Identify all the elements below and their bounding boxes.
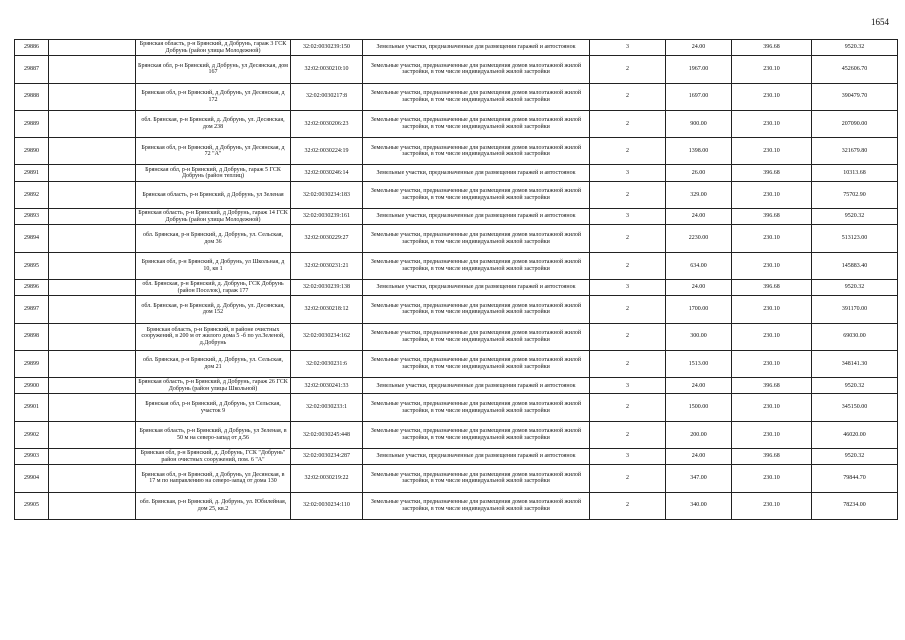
empty-cell (49, 296, 136, 323)
address-cell: Брянская обл, р-н Брянский, д Добрунь, гараж 5 ГСК Добрунь (район теплиц) (136, 165, 291, 181)
empty-cell (49, 165, 136, 181)
cadastral-number-cell: 32:02:0030218:12 (291, 296, 363, 323)
land-use-cell: Земельные участки, предназначенные для размещения гаражей и автостоянок (363, 40, 590, 56)
unit-price-cell: 396.68 (732, 40, 812, 56)
row-number-cell: 29891 (15, 165, 49, 181)
row-number-cell: 29894 (15, 225, 49, 252)
unit-price-cell: 230.10 (732, 323, 812, 350)
unit-price-cell: 230.10 (732, 350, 812, 377)
address-cell: Брянская область, р-н Брянский, д Добрунь, ул Зеленая (136, 181, 291, 208)
unit-price-cell: 230.10 (732, 110, 812, 137)
cadastral-number-cell: 32:02:0030239:161 (291, 209, 363, 225)
unit-price-cell: 230.10 (732, 252, 812, 279)
land-use-cell: Земельные участки, предназначенные для размещения домов малоэтажной жилой застройки, в том числе индивидуальной жилой застройки (363, 110, 590, 137)
cadastral-value-cell: 46020.00 (812, 421, 898, 448)
table-row (15, 40, 898, 56)
land-use-cell: Земельные участки, предназначенные для размещения гаражей и автостоянок (363, 165, 590, 181)
area-cell: 24.00 (666, 40, 732, 56)
row-number-cell: 29897 (15, 296, 49, 323)
empty-cell (49, 378, 136, 394)
unit-price-cell: 396.68 (732, 165, 812, 181)
cadastral-number-cell: 32:02:0030229:27 (291, 225, 363, 252)
empty-cell (49, 394, 136, 421)
cadastral-number-cell: 32:02:0030245:448 (291, 421, 363, 448)
address-cell: Брянская обл, р-н Брянский, д. Добрунь, ГСК "Добрунь" район очистных сооружений, пом. 6 "А" (136, 449, 291, 465)
cadastral-value-cell: 9520.32 (812, 279, 898, 295)
category-cell: 2 (590, 323, 666, 350)
unit-price-cell: 396.68 (732, 378, 812, 394)
empty-cell (49, 209, 136, 225)
cadastral-number-cell: 32:02:0030224:19 (291, 138, 363, 165)
cadastral-value-cell: 9520.32 (812, 209, 898, 225)
land-use-cell: Земельные участки, предназначенные для размещения домов малоэтажной жилой застройки, в том числе индивидуальной жилой застройки (363, 350, 590, 377)
table-row (15, 492, 898, 519)
area-cell: 1398.00 (666, 138, 732, 165)
cadastral-value-cell: 345150.00 (812, 394, 898, 421)
area-cell: 24.00 (666, 449, 732, 465)
table-row (15, 350, 898, 377)
cadastral-value-cell: 390479.70 (812, 83, 898, 110)
unit-price-cell: 396.68 (732, 449, 812, 465)
cadastral-value-cell: 452606.70 (812, 56, 898, 83)
land-use-cell: Земельные участки, предназначенные для размещения гаражей и автостоянок (363, 279, 590, 295)
category-cell: 3 (590, 378, 666, 394)
area-cell: 24.00 (666, 209, 732, 225)
area-cell: 900.00 (666, 110, 732, 137)
unit-price-cell: 230.10 (732, 83, 812, 110)
cadastral-value-cell: 9520.32 (812, 449, 898, 465)
cadastral-number-cell: 32:02:0030234:287 (291, 449, 363, 465)
category-cell: 3 (590, 449, 666, 465)
table-row (15, 279, 898, 295)
address-cell: Брянская область, р-н Брянский, д Добрунь, гараж 3 ГСК Добрунь (район улицы Молодежной) (136, 40, 291, 56)
area-cell: 300.00 (666, 323, 732, 350)
category-cell: 2 (590, 350, 666, 377)
unit-price-cell: 230.10 (732, 225, 812, 252)
cadastral-number-cell: 32:02:0030234:110 (291, 492, 363, 519)
category-cell: 3 (590, 165, 666, 181)
category-cell: 2 (590, 225, 666, 252)
empty-cell (49, 181, 136, 208)
area-cell: 329.00 (666, 181, 732, 208)
unit-price-cell: 230.10 (732, 56, 812, 83)
land-use-cell: Земельные участки, предназначенные для размещения домов малоэтажной жилой застройки, в том числе индивидуальной жилой застройки (363, 225, 590, 252)
address-cell: обл. Брянская, р-н Брянский, д. Добрунь, ГСК Добрунь (район Поселок), гараж 177 (136, 279, 291, 295)
empty-cell (49, 492, 136, 519)
unit-price-cell: 230.10 (732, 465, 812, 492)
table-row (15, 252, 898, 279)
land-use-cell: Земельные участки, предназначенные для размещения домов малоэтажной жилой застройки, в том числе индивидуальной жилой застройки (363, 138, 590, 165)
address-cell: обл. Брянская, р-н Брянский, д. Добрунь, ул. Сельская, дом 21 (136, 350, 291, 377)
category-cell: 2 (590, 296, 666, 323)
row-number-cell: 29886 (15, 40, 49, 56)
cadastral-number-cell: 32:02:0030219:22 (291, 465, 363, 492)
empty-cell (49, 323, 136, 350)
row-number-cell: 29887 (15, 56, 49, 83)
address-cell: обл. Брянская, р-н Брянский, д. Добрунь, ул. Сельская, дом 36 (136, 225, 291, 252)
page-number: 1654 (871, 17, 889, 27)
empty-cell (49, 83, 136, 110)
row-number-cell: 29896 (15, 279, 49, 295)
cadastral-number-cell: 32:02:0030234:162 (291, 323, 363, 350)
row-number-cell: 29902 (15, 421, 49, 448)
table-row (15, 378, 898, 394)
cadastral-value-cell: 513123.00 (812, 225, 898, 252)
table-row (15, 110, 898, 137)
cadastral-number-cell: 32:02:0030239:150 (291, 40, 363, 56)
category-cell: 2 (590, 138, 666, 165)
address-cell: Брянская область, р-н Брянский, в районе очистных сооружений, в 200 м от жилого дома 5 -б по ул.Зеленой, д.Добрунь (136, 323, 291, 350)
row-number-cell: 29895 (15, 252, 49, 279)
land-use-cell: Земельные участки, предназначенные для размещения домов малоэтажной жилой застройки, в том числе индивидуальной жилой застройки (363, 181, 590, 208)
category-cell: 2 (590, 110, 666, 137)
address-cell: обл. Брянская, р-н Брянский, д. Добрунь, ул. Десянская, дом 152 (136, 296, 291, 323)
empty-cell (49, 465, 136, 492)
land-use-cell: Земельные участки, предназначенные для размещения домов малоэтажной жилой застройки, в том числе индивидуальной жилой застройки (363, 56, 590, 83)
unit-price-cell: 230.10 (732, 181, 812, 208)
address-cell: обл. Брянская, р-н Брянский, д. Добрунь, ул. Юбилейная, дом 25, кв.2 (136, 492, 291, 519)
table-row (15, 138, 898, 165)
unit-price-cell: 396.68 (732, 209, 812, 225)
empty-cell (49, 252, 136, 279)
empty-cell (49, 56, 136, 83)
category-cell: 3 (590, 279, 666, 295)
row-number-cell: 29888 (15, 83, 49, 110)
area-cell: 347.00 (666, 465, 732, 492)
unit-price-cell: 230.10 (732, 492, 812, 519)
address-cell: Брянская область, р-н Брянский, д Добрунь, гараж 26 ГСК Добрунь (район улицы Школьной) (136, 378, 291, 394)
row-number-cell: 29892 (15, 181, 49, 208)
row-number-cell: 29903 (15, 449, 49, 465)
table-row (15, 421, 898, 448)
table-row (15, 83, 898, 110)
table-body (15, 40, 898, 520)
cadastral-value-cell: 145883.40 (812, 252, 898, 279)
cadastral-number-cell: 32:02:0030246:14 (291, 165, 363, 181)
category-cell: 2 (590, 252, 666, 279)
cadastral-number-cell: 32:02:0030239:138 (291, 279, 363, 295)
area-cell: 340.00 (666, 492, 732, 519)
land-use-cell: Земельные участки, предназначенные для размещения домов малоэтажной жилой застройки, в том числе индивидуальной жилой застройки (363, 296, 590, 323)
address-cell: Брянская обл, р-н Брянский, д Добрунь, ул Десянская, д 72 "А" (136, 138, 291, 165)
table-row (15, 56, 898, 83)
row-number-cell: 29901 (15, 394, 49, 421)
category-cell: 3 (590, 40, 666, 56)
land-use-cell: Земельные участки, предназначенные для размещения гаражей и автостоянок (363, 378, 590, 394)
row-number-cell: 29905 (15, 492, 49, 519)
land-use-cell: Земельные участки, предназначенные для размещения домов малоэтажной жилой застройки, в том числе индивидуальной жилой застройки (363, 465, 590, 492)
area-cell: 26.00 (666, 165, 732, 181)
area-cell: 24.00 (666, 279, 732, 295)
area-cell: 1500.00 (666, 394, 732, 421)
table-row (15, 394, 898, 421)
area-cell: 634.00 (666, 252, 732, 279)
land-registry-table (14, 39, 898, 520)
area-cell: 1513.00 (666, 350, 732, 377)
empty-cell (49, 225, 136, 252)
row-number-cell: 29889 (15, 110, 49, 137)
empty-cell (49, 138, 136, 165)
address-cell: Брянская область, р-н Брянский, д Добрунь, ул Зеленая, в 50 м на северо-запад от д.56 (136, 421, 291, 448)
land-use-cell: Земельные участки, предназначенные для размещения домов малоэтажной жилой застройки, в том числе индивидуальной жилой застройки (363, 421, 590, 448)
area-cell: 200.00 (666, 421, 732, 448)
row-number-cell: 29890 (15, 138, 49, 165)
row-number-cell: 29898 (15, 323, 49, 350)
cadastral-value-cell: 348141.30 (812, 350, 898, 377)
table-row (15, 449, 898, 465)
land-use-cell: Земельные участки, предназначенные для размещения гаражей и автостоянок (363, 209, 590, 225)
unit-price-cell: 230.10 (732, 394, 812, 421)
cadastral-number-cell: 32:02:0030210:10 (291, 56, 363, 83)
unit-price-cell: 230.10 (732, 421, 812, 448)
row-number-cell: 29900 (15, 378, 49, 394)
unit-price-cell: 230.10 (732, 138, 812, 165)
empty-cell (49, 110, 136, 137)
unit-price-cell: 230.10 (732, 296, 812, 323)
cadastral-number-cell: 32:02:0030206:23 (291, 110, 363, 137)
category-cell: 2 (590, 465, 666, 492)
empty-cell (49, 279, 136, 295)
table-row (15, 465, 898, 492)
land-use-cell: Земельные участки, предназначенные для размещения домов малоэтажной жилой застройки, в том числе индивидуальной жилой застройки (363, 83, 590, 110)
cadastral-number-cell: 32:02:0030234:183 (291, 181, 363, 208)
cadastral-value-cell: 207090.00 (812, 110, 898, 137)
empty-cell (49, 449, 136, 465)
empty-cell (49, 350, 136, 377)
address-cell: Брянская область, р-н Брянский, д Добрунь, гараж 14 ГСК Добрунь (район улицы Молодежной) (136, 209, 291, 225)
cadastral-number-cell: 32:02:0030231:21 (291, 252, 363, 279)
cadastral-value-cell: 9520.32 (812, 378, 898, 394)
cadastral-value-cell: 10313.68 (812, 165, 898, 181)
table-row (15, 209, 898, 225)
cadastral-value-cell: 9520.32 (812, 40, 898, 56)
empty-cell (49, 40, 136, 56)
category-cell: 3 (590, 209, 666, 225)
area-cell: 1967.00 (666, 56, 732, 83)
category-cell: 2 (590, 83, 666, 110)
land-use-cell: Земельные участки, предназначенные для размещения домов малоэтажной жилой застройки, в том числе индивидуальной жилой застройки (363, 394, 590, 421)
cadastral-value-cell: 78234.00 (812, 492, 898, 519)
land-use-cell: Земельные участки, предназначенные для размещения домов малоэтажной жилой застройки, в том числе индивидуальной жилой застройки (363, 252, 590, 279)
area-cell: 2230.00 (666, 225, 732, 252)
land-use-cell: Земельные участки, предназначенные для размещения домов малоэтажной жилой застройки, в том числе индивидуальной жилой застройки (363, 492, 590, 519)
category-cell: 2 (590, 56, 666, 83)
cadastral-value-cell: 75702.90 (812, 181, 898, 208)
address-cell: Брянская обл, р-н Брянский, д Добрунь, ул Десянская, в 17 м по направлению на северо-запад от дома 130 (136, 465, 291, 492)
table-row (15, 323, 898, 350)
cadastral-value-cell: 321679.80 (812, 138, 898, 165)
address-cell: обл. Брянская, р-н Брянский, д. Добрунь, ул. Десянская, дом 238 (136, 110, 291, 137)
table-row (15, 225, 898, 252)
cadastral-value-cell: 69030.00 (812, 323, 898, 350)
cadastral-number-cell: 32:02:0030231:6 (291, 350, 363, 377)
address-cell: Брянская обл, р-н Брянский, д Добрунь, ул Школьная, д 10, кв 1 (136, 252, 291, 279)
cadastral-number-cell: 32:02:0030233:1 (291, 394, 363, 421)
category-cell: 2 (590, 421, 666, 448)
address-cell: Брянская обл, р-н Брянский, д Добрунь, ул Десянская, д 172 (136, 83, 291, 110)
table-row (15, 181, 898, 208)
row-number-cell: 29904 (15, 465, 49, 492)
row-number-cell: 29893 (15, 209, 49, 225)
cadastral-number-cell: 32:02:0030217:8 (291, 83, 363, 110)
category-cell: 2 (590, 492, 666, 519)
category-cell: 2 (590, 394, 666, 421)
cadastral-value-cell: 79844.70 (812, 465, 898, 492)
area-cell: 24.00 (666, 378, 732, 394)
address-cell: Брянская обл, р-н Брянский, д Добрунь, ул Сельская, участок 9 (136, 394, 291, 421)
row-number-cell: 29899 (15, 350, 49, 377)
empty-cell (49, 421, 136, 448)
cadastral-value-cell: 391170.00 (812, 296, 898, 323)
cadastral-number-cell: 32:02:0030241:33 (291, 378, 363, 394)
category-cell: 2 (590, 181, 666, 208)
area-cell: 1700.00 (666, 296, 732, 323)
unit-price-cell: 396.68 (732, 279, 812, 295)
land-use-cell: Земельные участки, предназначенные для размещения гаражей и автостоянок (363, 449, 590, 465)
table-row (15, 165, 898, 181)
table-row (15, 296, 898, 323)
address-cell: Брянская обл, р-н Брянский, д Добрунь, ул Десянская, дом 167 (136, 56, 291, 83)
land-use-cell: Земельные участки, предназначенные для размещения домов малоэтажной жилой застройки, в том числе индивидуальной жилой застройки (363, 323, 590, 350)
area-cell: 1697.00 (666, 83, 732, 110)
